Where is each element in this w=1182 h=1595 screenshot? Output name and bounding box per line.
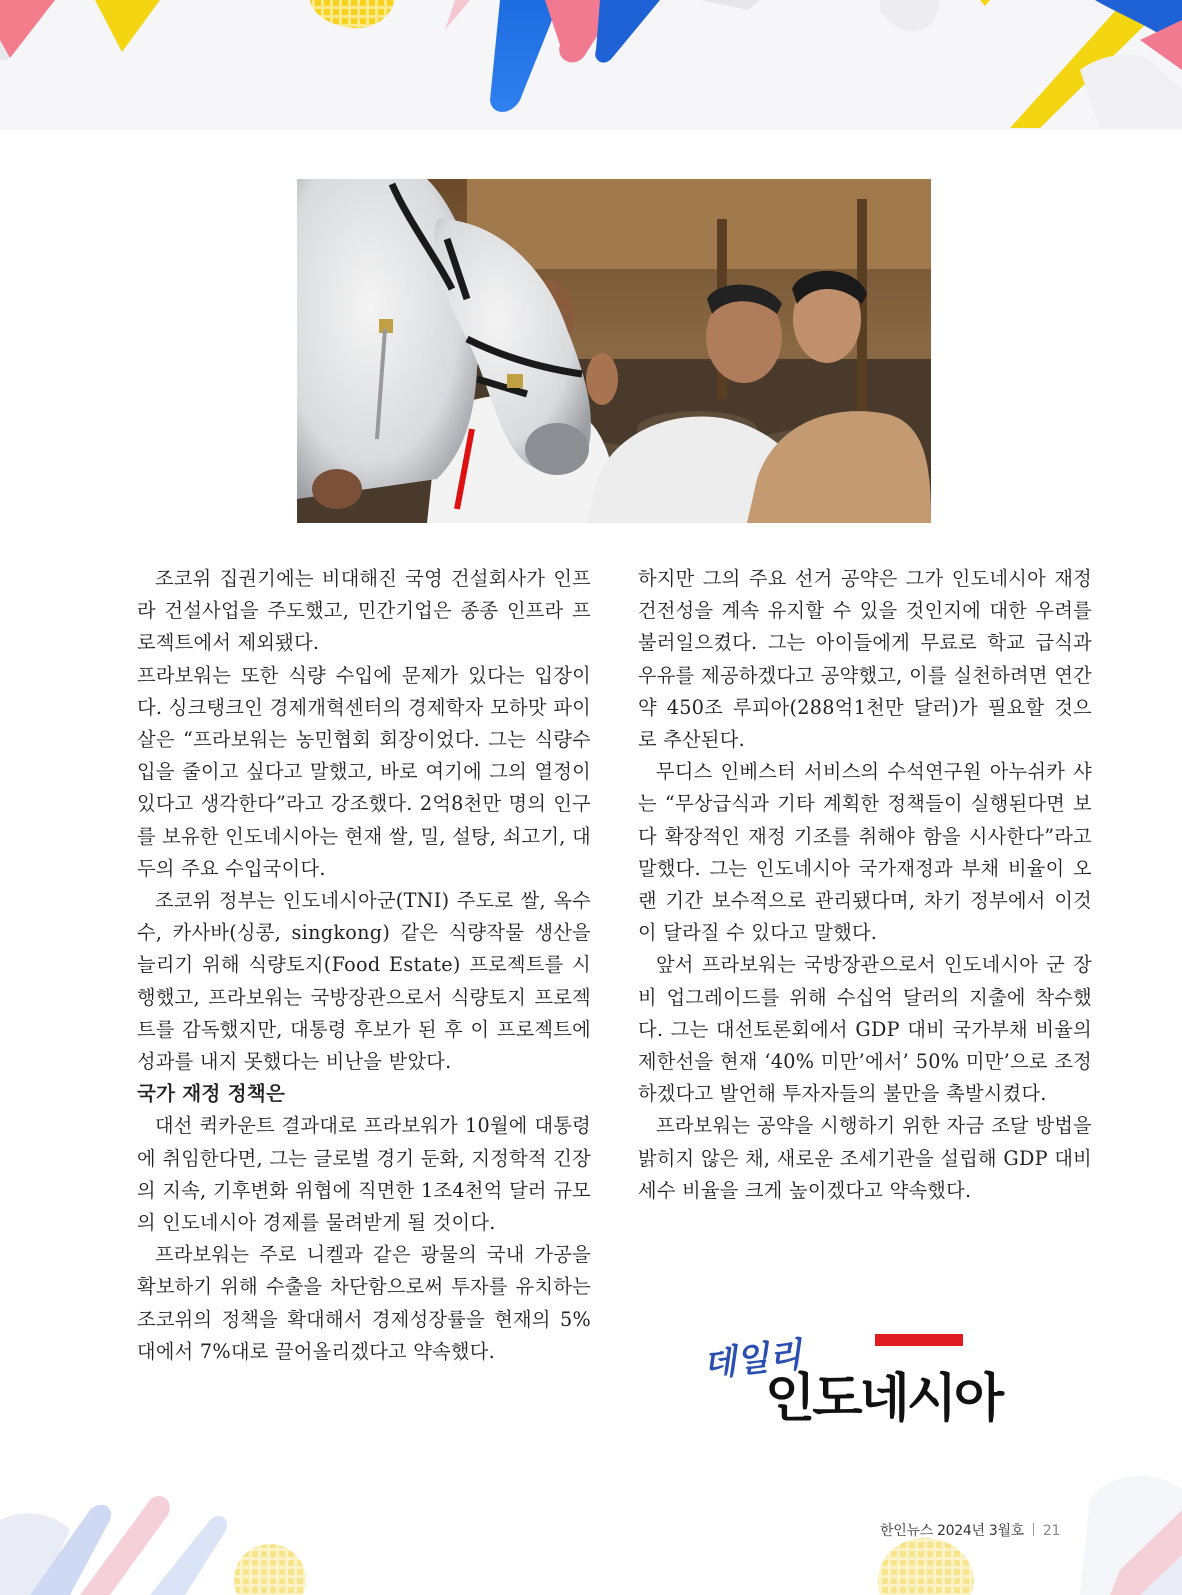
- paragraph: 프라보워는 공약을 시행하기 위한 자금 조달 방법을 밝히지 않은 채, 새로운 조세기관을 설립해 GDP 대비 세수 비율을 크게 높이겠다고 약속했다.: [638, 1114, 1092, 1202]
- article-photo: [297, 179, 931, 523]
- page-footer: [880, 1520, 1060, 1540]
- logo-top-text: 데일리: [703, 1334, 804, 1386]
- page-number: 21: [1042, 1523, 1061, 1539]
- paragraph: 앞서 프라보워는 국방장관으로서 인도네시아 군 장비 업그레이드를 위해 수십억 달러의 지출에 착수했다. 그는 대선토론회에서 GDP 대비 국가부채 비율의 제한선을 현재 ‘40% 미만’에서’ 50% 미만’으로 조정하겠다고 발언해 투자자들의 불만을 촉발시켰다.: [638, 953, 1092, 1106]
- article-right-column: [638, 563, 1092, 1207]
- article-left-column: [137, 563, 591, 1368]
- top-decoration-art: [0, 0, 1182, 130]
- top-decoration: [0, 0, 1182, 130]
- paragraph: 프라보워는 또한 식량 수입에 문제가 있다는 입장이다. 싱크탱크인 경제개혁센터의 경제학자 모하맛 파이살은 “프라보워는 농민협회 회장이었다. 그는 식량수입을 줄이고 싶다고 말했고, 바로 여기에 그의 열정이 있다고 생각한다”라고 강조했다. 2억8천만 명의 인구를 보유한 인도네시아는 현재 쌀, 밀, 설탕, 쇠고기, 대두의 주요 수입국이다.: [137, 663, 591, 880]
- paragraph: 프라보워는 주로 니켈과 같은 광물의 국내 가공을 확보하기 위해 수출을 차단함으로써 투자를 유치하는 조코위의 정책을 확대해서 경제성장률을 현재의 5%대에서 7%대로 끌어올리겠다고 약속했다.: [137, 1243, 591, 1363]
- paragraph: 무디스 인베스터 서비스의 수석연구원 아누쉬카 샤는 “무상급식과 기타 계획한 정책들이 실행된다면 보다 확장적인 재정 기조를 취해야 함을 시사한다”라고 말했다. 그는 인도네시아 국가재정과 부채 비율이 오랜 기간 보수적으로 관리됐다며, 차기 정부에서 이것이 달라질 수 있다고 말했다.: [638, 760, 1092, 945]
- paragraph: 조코위 집권기에는 비대해진 국영 건설회사가 인프라 건설사업을 주도했고, 민간기업은 종종 인프라 프로젝트에서 제외됐다.: [137, 567, 591, 655]
- paragraph: 하지만 그의 주요 선거 공약은 그가 인도네시아 재정 건전성을 계속 유지할 수 있을 것인지에 대한 우려를 불러일으켰다. 그는 아이들에게 무료로 학교 급식과 우유를 제공하겠다고 공약했고, 이를 실천하려면 연간 약 450조 루피아(288억1천만 달러)가 필요할 것으로 추산된다.: [638, 567, 1092, 752]
- logo-daily-indonesia-art: [703, 1330, 1033, 1430]
- magazine-issue: 한인뉴스 2024년 3월호: [880, 1523, 1024, 1539]
- paragraph: 대선 퀵카운트 결과대로 프라보워가 10월에 대통령에 취임한다면, 그는 글로벌 경기 둔화, 지정학적 긴장의 지속, 기후변화 위협에 직면한 1조4천억 달러 규모의 인도네시아 경제를 물려받게 될 것이다.: [137, 1114, 591, 1235]
- logo-main-text: 인도네시아: [765, 1369, 1002, 1429]
- section-heading: 국가 재정 정책은: [137, 1082, 286, 1106]
- horse-photo: [297, 179, 931, 523]
- paragraph: 조코위 정부는 인도네시아군(TNI) 주도로 쌀, 옥수수, 카사바(싱콩, singkong) 같은 식량작물 생산을 늘리기 위해 식량토지(Food Estate) 프로젝트를 시행했고, 프라보워는 국방장관으로서 식량토지 프로젝트를 감독했지만, 대통령 후보가 된 후 이 프로젝트에 성과를 내지 못했다는 비난을 받았다.: [137, 889, 591, 1074]
- footer-separator: [1033, 1523, 1034, 1536]
- logo-daily-indonesia: [703, 1330, 1033, 1430]
